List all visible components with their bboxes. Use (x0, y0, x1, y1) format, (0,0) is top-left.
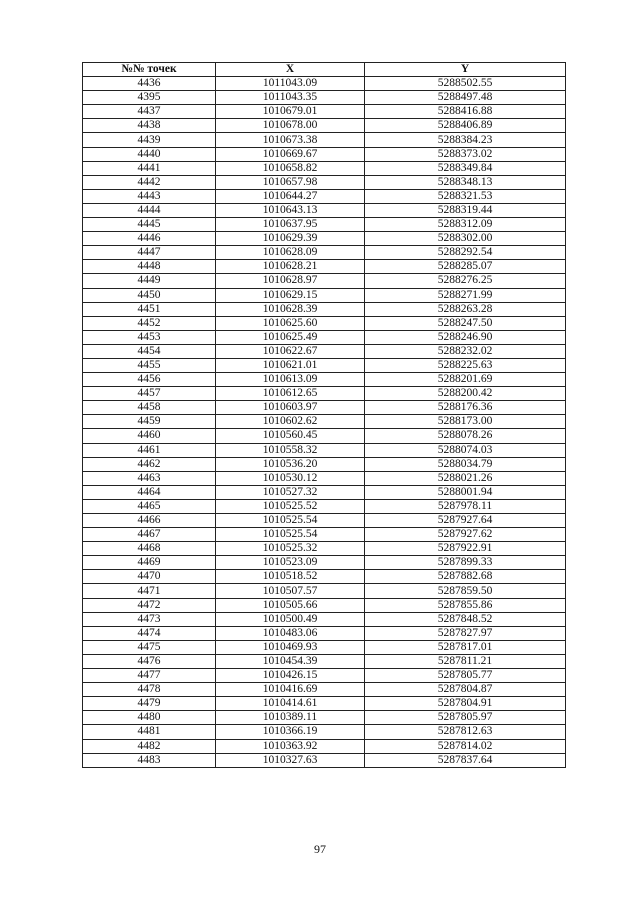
table-row (83, 401, 566, 415)
cell-point-number: 4458 (83, 401, 216, 415)
table-row (83, 612, 566, 626)
cell-x: 1010644.27 (216, 189, 365, 203)
cell-y: 5287837.64 (365, 753, 566, 767)
cell-point-number: 4479 (83, 697, 216, 711)
header-x: X (216, 63, 365, 77)
cell-point-number: 4445 (83, 218, 216, 232)
cell-point-number: 4470 (83, 570, 216, 584)
cell-point-number: 4478 (83, 683, 216, 697)
cell-point-number: 4447 (83, 246, 216, 260)
table-row (83, 161, 566, 175)
cell-y: 5288285.07 (365, 260, 566, 274)
cell-point-number: 4468 (83, 542, 216, 556)
cell-x: 1010389.11 (216, 711, 365, 725)
cell-y: 5287812.63 (365, 725, 566, 739)
table-row (83, 189, 566, 203)
cell-y: 5287827.97 (365, 626, 566, 640)
cell-y: 5288225.63 (365, 358, 566, 372)
cell-point-number: 4472 (83, 598, 216, 612)
cell-x: 1010669.67 (216, 147, 365, 161)
cell-point-number: 4450 (83, 288, 216, 302)
cell-x: 1010637.95 (216, 218, 365, 232)
cell-x: 1010525.54 (216, 514, 365, 528)
cell-point-number: 4455 (83, 358, 216, 372)
table-row (83, 387, 566, 401)
cell-x: 1010363.92 (216, 739, 365, 753)
cell-y: 5288497.48 (365, 91, 566, 105)
cell-y: 5287882.68 (365, 570, 566, 584)
cell-point-number: 4457 (83, 387, 216, 401)
cell-y: 5288292.54 (365, 246, 566, 260)
cell-y: 5288263.28 (365, 302, 566, 316)
cell-x: 1010507.57 (216, 584, 365, 598)
cell-y: 5288232.02 (365, 344, 566, 358)
cell-x: 1010518.52 (216, 570, 365, 584)
cell-point-number: 4449 (83, 274, 216, 288)
cell-x: 1010500.49 (216, 612, 365, 626)
table-row (83, 415, 566, 429)
cell-y: 5288247.50 (365, 316, 566, 330)
cell-x: 1010643.13 (216, 203, 365, 217)
table-row (83, 711, 566, 725)
table-row (83, 654, 566, 668)
table-row (83, 246, 566, 260)
cell-x: 1010366.19 (216, 725, 365, 739)
cell-point-number: 4441 (83, 161, 216, 175)
table-row (83, 683, 566, 697)
header-point-number: №№ точек (83, 63, 216, 77)
cell-y: 5288502.55 (365, 77, 566, 91)
cell-point-number: 4467 (83, 528, 216, 542)
cell-y: 5288173.00 (365, 415, 566, 429)
cell-point-number: 4476 (83, 654, 216, 668)
table-row (83, 640, 566, 654)
table-row (83, 119, 566, 133)
cell-x: 1010416.69 (216, 683, 365, 697)
cell-x: 1010679.01 (216, 105, 365, 119)
cell-point-number: 4442 (83, 175, 216, 189)
cell-y: 5288373.02 (365, 147, 566, 161)
cell-y: 5287814.02 (365, 739, 566, 753)
cell-x: 1010414.61 (216, 697, 365, 711)
table-row (83, 232, 566, 246)
cell-point-number: 4465 (83, 499, 216, 513)
cell-y: 5288074.03 (365, 443, 566, 457)
table-row (83, 485, 566, 499)
cell-x: 1010525.54 (216, 528, 365, 542)
cell-y: 5288406.89 (365, 119, 566, 133)
cell-point-number: 4480 (83, 711, 216, 725)
table-row (83, 514, 566, 528)
table-row (83, 133, 566, 147)
table-row (83, 344, 566, 358)
cell-point-number: 4438 (83, 119, 216, 133)
cell-x: 1010628.39 (216, 302, 365, 316)
cell-point-number: 4437 (83, 105, 216, 119)
cell-y: 5287805.97 (365, 711, 566, 725)
cell-point-number: 4440 (83, 147, 216, 161)
cell-y: 5288271.99 (365, 288, 566, 302)
cell-y: 5287922.91 (365, 542, 566, 556)
table-row (83, 669, 566, 683)
table-row (83, 598, 566, 612)
cell-point-number: 4446 (83, 232, 216, 246)
cell-x: 1010560.45 (216, 429, 365, 443)
table-row (83, 499, 566, 513)
table-body (83, 77, 566, 768)
cell-y: 5288384.23 (365, 133, 566, 147)
cell-x: 1010603.97 (216, 401, 365, 415)
cell-y: 5288200.42 (365, 387, 566, 401)
table-row (83, 542, 566, 556)
cell-x: 1010673.38 (216, 133, 365, 147)
table-row (83, 147, 566, 161)
cell-x: 1010628.09 (216, 246, 365, 260)
cell-x: 1010628.97 (216, 274, 365, 288)
cell-x: 1010628.21 (216, 260, 365, 274)
table-row (83, 556, 566, 570)
table-row (83, 443, 566, 457)
cell-point-number: 4448 (83, 260, 216, 274)
page-number: 97 (314, 842, 326, 856)
cell-x: 1010558.32 (216, 443, 365, 457)
coordinates-table (82, 62, 566, 768)
cell-y: 5287848.52 (365, 612, 566, 626)
cell-y: 5287927.62 (365, 528, 566, 542)
cell-y: 5287978.11 (365, 499, 566, 513)
cell-x: 1010505.66 (216, 598, 365, 612)
cell-y: 5288302.00 (365, 232, 566, 246)
cell-point-number: 4444 (83, 203, 216, 217)
cell-point-number: 4466 (83, 514, 216, 528)
cell-x: 1010525.52 (216, 499, 365, 513)
table-row (83, 316, 566, 330)
cell-point-number: 4459 (83, 415, 216, 429)
cell-y: 5287927.64 (365, 514, 566, 528)
cell-point-number: 4462 (83, 457, 216, 471)
cell-point-number: 4452 (83, 316, 216, 330)
cell-y: 5288201.69 (365, 373, 566, 387)
cell-y: 5288176.36 (365, 401, 566, 415)
cell-y: 5287817.01 (365, 640, 566, 654)
cell-point-number: 4439 (83, 133, 216, 147)
cell-y: 5288416.88 (365, 105, 566, 119)
cell-point-number: 4483 (83, 753, 216, 767)
table-row (83, 457, 566, 471)
table-row (83, 105, 566, 119)
table-row (83, 626, 566, 640)
cell-x: 1010536.20 (216, 457, 365, 471)
table-row (83, 570, 566, 584)
cell-point-number: 4451 (83, 302, 216, 316)
cell-x: 1010657.98 (216, 175, 365, 189)
cell-y: 5288021.26 (365, 471, 566, 485)
cell-x: 1010426.15 (216, 669, 365, 683)
cell-x: 1010625.60 (216, 316, 365, 330)
cell-x: 1010629.39 (216, 232, 365, 246)
table-row (83, 330, 566, 344)
table-header (83, 63, 566, 77)
cell-y: 5287811.21 (365, 654, 566, 668)
cell-point-number: 4460 (83, 429, 216, 443)
cell-point-number: 4481 (83, 725, 216, 739)
table-row (83, 584, 566, 598)
cell-y: 5288319.44 (365, 203, 566, 217)
cell-x: 1010622.67 (216, 344, 365, 358)
cell-y: 5287805.77 (365, 669, 566, 683)
cell-y: 5287804.91 (365, 697, 566, 711)
cell-x: 1010530.12 (216, 471, 365, 485)
cell-x: 1010525.32 (216, 542, 365, 556)
table-row (83, 697, 566, 711)
cell-point-number: 4473 (83, 612, 216, 626)
table-row (83, 274, 566, 288)
cell-point-number: 4469 (83, 556, 216, 570)
table-row (83, 175, 566, 189)
table-row (83, 528, 566, 542)
cell-x: 1010483.06 (216, 626, 365, 640)
cell-x: 1010678.00 (216, 119, 365, 133)
table-row (83, 260, 566, 274)
cell-x: 1011043.35 (216, 91, 365, 105)
table-row (83, 218, 566, 232)
table-row (83, 288, 566, 302)
cell-x: 1010523.09 (216, 556, 365, 570)
cell-x: 1010527.32 (216, 485, 365, 499)
cell-x: 1010658.82 (216, 161, 365, 175)
cell-y: 5288349.84 (365, 161, 566, 175)
table-row (83, 77, 566, 91)
table-row (83, 725, 566, 739)
table-row (83, 739, 566, 753)
cell-point-number: 4443 (83, 189, 216, 203)
cell-y: 5288078.26 (365, 429, 566, 443)
cell-x: 1010602.62 (216, 415, 365, 429)
cell-x: 1010454.39 (216, 654, 365, 668)
cell-point-number: 4395 (83, 91, 216, 105)
cell-point-number: 4454 (83, 344, 216, 358)
table-row (83, 358, 566, 372)
cell-x: 1010327.63 (216, 753, 365, 767)
cell-y: 5287804.87 (365, 683, 566, 697)
cell-x: 1010613.09 (216, 373, 365, 387)
cell-y: 5288001.94 (365, 485, 566, 499)
table-row (83, 429, 566, 443)
cell-x: 1010469.93 (216, 640, 365, 654)
cell-y: 5288321.53 (365, 189, 566, 203)
header-y: Y (365, 63, 566, 77)
table-row (83, 203, 566, 217)
cell-x: 1010621.01 (216, 358, 365, 372)
table-row (83, 471, 566, 485)
cell-point-number: 4456 (83, 373, 216, 387)
cell-y: 5288312.09 (365, 218, 566, 232)
cell-point-number: 4475 (83, 640, 216, 654)
cell-y: 5287899.33 (365, 556, 566, 570)
cell-point-number: 4436 (83, 77, 216, 91)
header-row (83, 63, 566, 77)
cell-point-number: 4461 (83, 443, 216, 457)
table-row (83, 302, 566, 316)
cell-point-number: 4477 (83, 669, 216, 683)
cell-x: 1010629.15 (216, 288, 365, 302)
cell-y: 5288034.79 (365, 457, 566, 471)
table-row (83, 91, 566, 105)
cell-y: 5288348.13 (365, 175, 566, 189)
cell-point-number: 4474 (83, 626, 216, 640)
cell-point-number: 4463 (83, 471, 216, 485)
cell-point-number: 4464 (83, 485, 216, 499)
table-row (83, 753, 566, 767)
cell-y: 5288276.25 (365, 274, 566, 288)
table-row (83, 373, 566, 387)
cell-point-number: 4453 (83, 330, 216, 344)
cell-x: 1010625.49 (216, 330, 365, 344)
cell-y: 5288246.90 (365, 330, 566, 344)
cell-x: 1010612.65 (216, 387, 365, 401)
cell-point-number: 4482 (83, 739, 216, 753)
cell-y: 5287855.86 (365, 598, 566, 612)
cell-x: 1011043.09 (216, 77, 365, 91)
cell-point-number: 4471 (83, 584, 216, 598)
cell-y: 5287859.50 (365, 584, 566, 598)
